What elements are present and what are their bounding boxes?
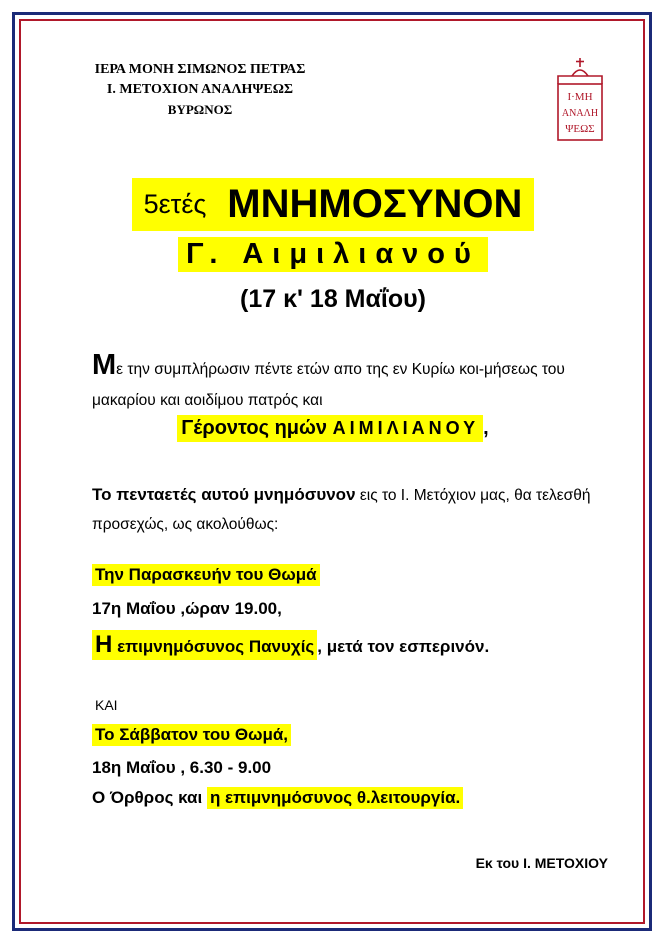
monastery-header — [60, 60, 340, 120]
intro-text: ε την συμπλήρωσιν πέντε ετών απο της εν Κυρίω κοι-μήσεως του μακαρίου και αοιδίμου πατρός και — [92, 361, 565, 409]
saturday-day-line — [92, 724, 622, 746]
friday-service-cap: Η — [95, 631, 113, 658]
signature: Εκ του Ι. ΜΕΤΟΧΙΟΥ — [475, 855, 608, 871]
friday-service: επιμνημόσυνος Πανυχίς — [112, 637, 315, 656]
friday-service-highlight — [92, 630, 317, 660]
friday-day: Την Παρασκευήν του Θωμά — [92, 564, 320, 586]
title-main: ΜΝΗΜΟΣΥΝΟΝ — [227, 182, 523, 226]
elder-highlight — [177, 415, 483, 442]
connector: ΚΑΙ — [95, 697, 118, 713]
header-line-1: ΙΕΡΑ ΜΟΝΗ ΣΙΜΩΝΟΣ ΠΕΤΡΑΣ — [94, 62, 306, 77]
intro-paragraph — [92, 350, 612, 416]
title-highlight — [132, 178, 535, 231]
friday-day-line — [92, 564, 622, 586]
logo-text-1: Ι·ΜΗ — [567, 91, 593, 103]
saturday-service-pre: Ο Όρθρος και — [92, 788, 207, 807]
friday-after: , μετά τον εσπερινόν. — [317, 637, 490, 656]
announcement-paragraph — [92, 480, 622, 539]
announcement-text: εις το Ι. Μετόχιον μας, θα τελεσθή προσεχώς, ως ακολούθως: — [92, 487, 591, 533]
subtitle: Γ. Αιμιλιανού — [178, 237, 488, 272]
header-line-3: ΒΥΡΩΝΟΣ — [167, 102, 233, 117]
title-line — [0, 178, 666, 231]
elder-line — [0, 415, 666, 442]
saturday-time: 18η Μαΐου , 6.30 - 9.00 — [92, 758, 272, 777]
friday-service-line — [92, 630, 622, 660]
friday-time: 17η Μαΐου ,ώραν 19.00, — [92, 599, 282, 618]
elder-suffix: , — [483, 417, 489, 439]
elder-name: ΑΙΜΙΛΙΑΝΟΥ — [332, 418, 480, 438]
saturday-service-line — [92, 787, 622, 809]
title-prefix: 5ετές — [143, 189, 207, 219]
dates: (17 κ' 18 Μαΐου) — [240, 285, 426, 313]
elder-prefix: Γέροντος ημών — [181, 417, 328, 439]
saturday-day: Το Σάββατον του Θωμά, — [92, 724, 291, 746]
saturday-service-hl: η επιμνημόσυνος θ.λειτουργία. — [207, 787, 463, 809]
subtitle-line — [0, 237, 666, 272]
announcement-bold: Το πενταετές αυτού μνημόσυνον — [92, 485, 356, 504]
church-logo-icon — [555, 58, 605, 142]
logo-text-3: ΨΕΩΣ — [565, 123, 595, 135]
logo-text-2: ΑΝΑΛΗ — [561, 108, 599, 119]
header-line-2: Ι. ΜΕΤΟΧΙΟΝ ΑΝΑΛΗΨΕΩΣ — [106, 82, 294, 97]
dropcap: Μ — [92, 349, 117, 381]
